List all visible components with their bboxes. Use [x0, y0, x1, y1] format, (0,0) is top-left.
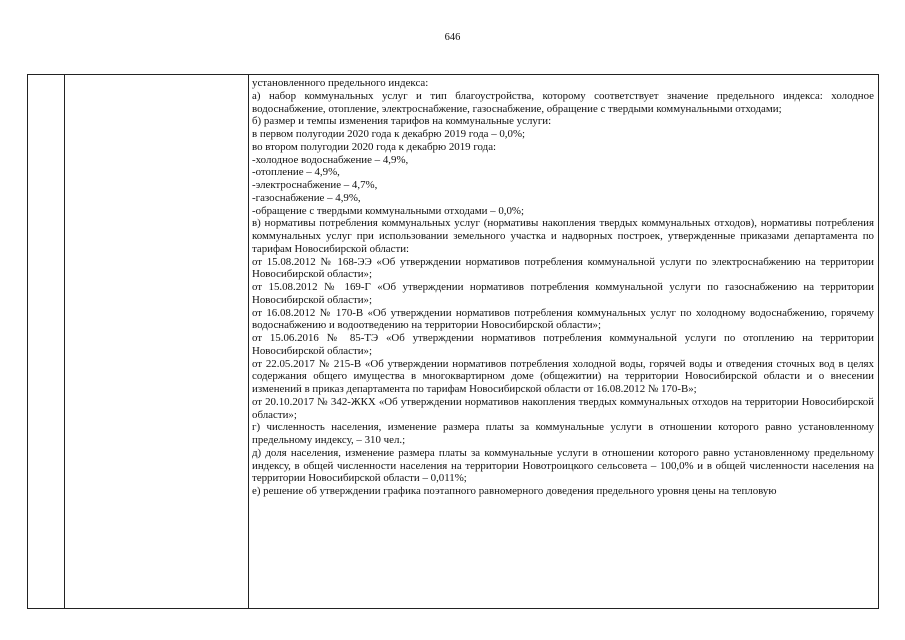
- text-line: в первом полугодии 2020 года к декабрю 2019 года – 0,0%;: [252, 128, 526, 140]
- text-line: во втором полугодии 2020 года к декабрю 2019 года:: [252, 140, 497, 153]
- text-line: б) размер и темпы изменения тарифов на коммунальные услуги:: [252, 115, 552, 128]
- text-line: от 15.08.2012 № 169-Г «Об утверждении нормативов потребления коммунальной услуги по газоснабжению на территории Новосибирской области»;: [252, 281, 874, 306]
- text-line: от 20.10.2017 № 342-ЖКХ «Об утверждении нормативов накопления твердых коммунальных отходов на территории Новосибирской области»;: [252, 395, 874, 421]
- text-line: -отопление – 4,9%,: [252, 166, 340, 179]
- description-cell: [249, 75, 879, 609]
- text-line: в) нормативы потребления коммунальных услуг (нормативы накопления твердых коммунальных отходов), нормативы потребления коммунальных услуг при использовании земельного участка и надворных построек, утвержденные приказами департамента по тарифам Новосибирской области:: [252, 217, 874, 255]
- page-number: 646: [444, 32, 461, 43]
- text-line: от 16.08.2012 № 170-В «Об утверждении нормативов потребления коммунальных услуг по холодному водоснабжению, горячему водоснабжению и водоотведению на территории Новосибирской области»;: [252, 306, 874, 332]
- text-line: -газоснабжение – 4,9%,: [252, 191, 361, 204]
- text-line: е) решение об утверждении графика поэтапного равномерного доведения предельного уровня цены на тепловую: [252, 485, 777, 497]
- text-line: установленного предельного индекса:: [252, 77, 429, 89]
- municipality-cell: [65, 75, 249, 609]
- text-line: от 15.06.2016 № 85-ТЭ «Об утверждении нормативов потребления коммунальной услуги по отоплению на территории Новосибирской области»;: [252, 332, 874, 357]
- text-line: -электроснабжение – 4,7%,: [252, 179, 378, 191]
- table-row: [28, 75, 879, 609]
- text-line: -обращение с твердыми коммунальными отходами – 0,0%;: [252, 204, 525, 217]
- text-line: от 15.08.2012 № 168-ЭЭ «Об утверждении нормативов потребления коммунальной услуги по электроснабжению на территории Новосибирской области»;: [252, 255, 874, 281]
- text-line: от 22.05.2017 № 215-В «Об утверждении нормативов потребления холодной воды, горячей воды и отведения сточных вод в целях содержания общего имущества в многоквартирном доме (общежитии) на территории Новосибирской области и о внесении изменений в приказ департамента по тарифам Новосибирской области от 16.08.2012 № 170-В»;: [252, 357, 874, 395]
- text-line: а) набор коммунальных услуг и тип благоустройства, которому соответствует значение предельного индекса: холодное водоснабжение, отопление, электроснабжение, газоснабжение, обращение с твердыми коммунальными отходами;: [252, 89, 874, 115]
- text-line: -холодное водоснабжение – 4,9%,: [252, 153, 409, 166]
- row-number-cell: [28, 75, 65, 609]
- text-line: г) численность населения, изменение размера платы за коммунальные услуги в отношении которого равно установленному предельному индексу, – 310 чел.;: [252, 421, 874, 446]
- document-table: [27, 74, 879, 609]
- text-line: д) доля населения, изменение размера платы за коммунальные услуги в отношении которого равно установленному предельному индексу, в общей численности населения на территории Новотроицкого сельсовета – 100,0% и в общей численности населения на территории Новосибирской области – 0,011%;: [252, 446, 874, 485]
